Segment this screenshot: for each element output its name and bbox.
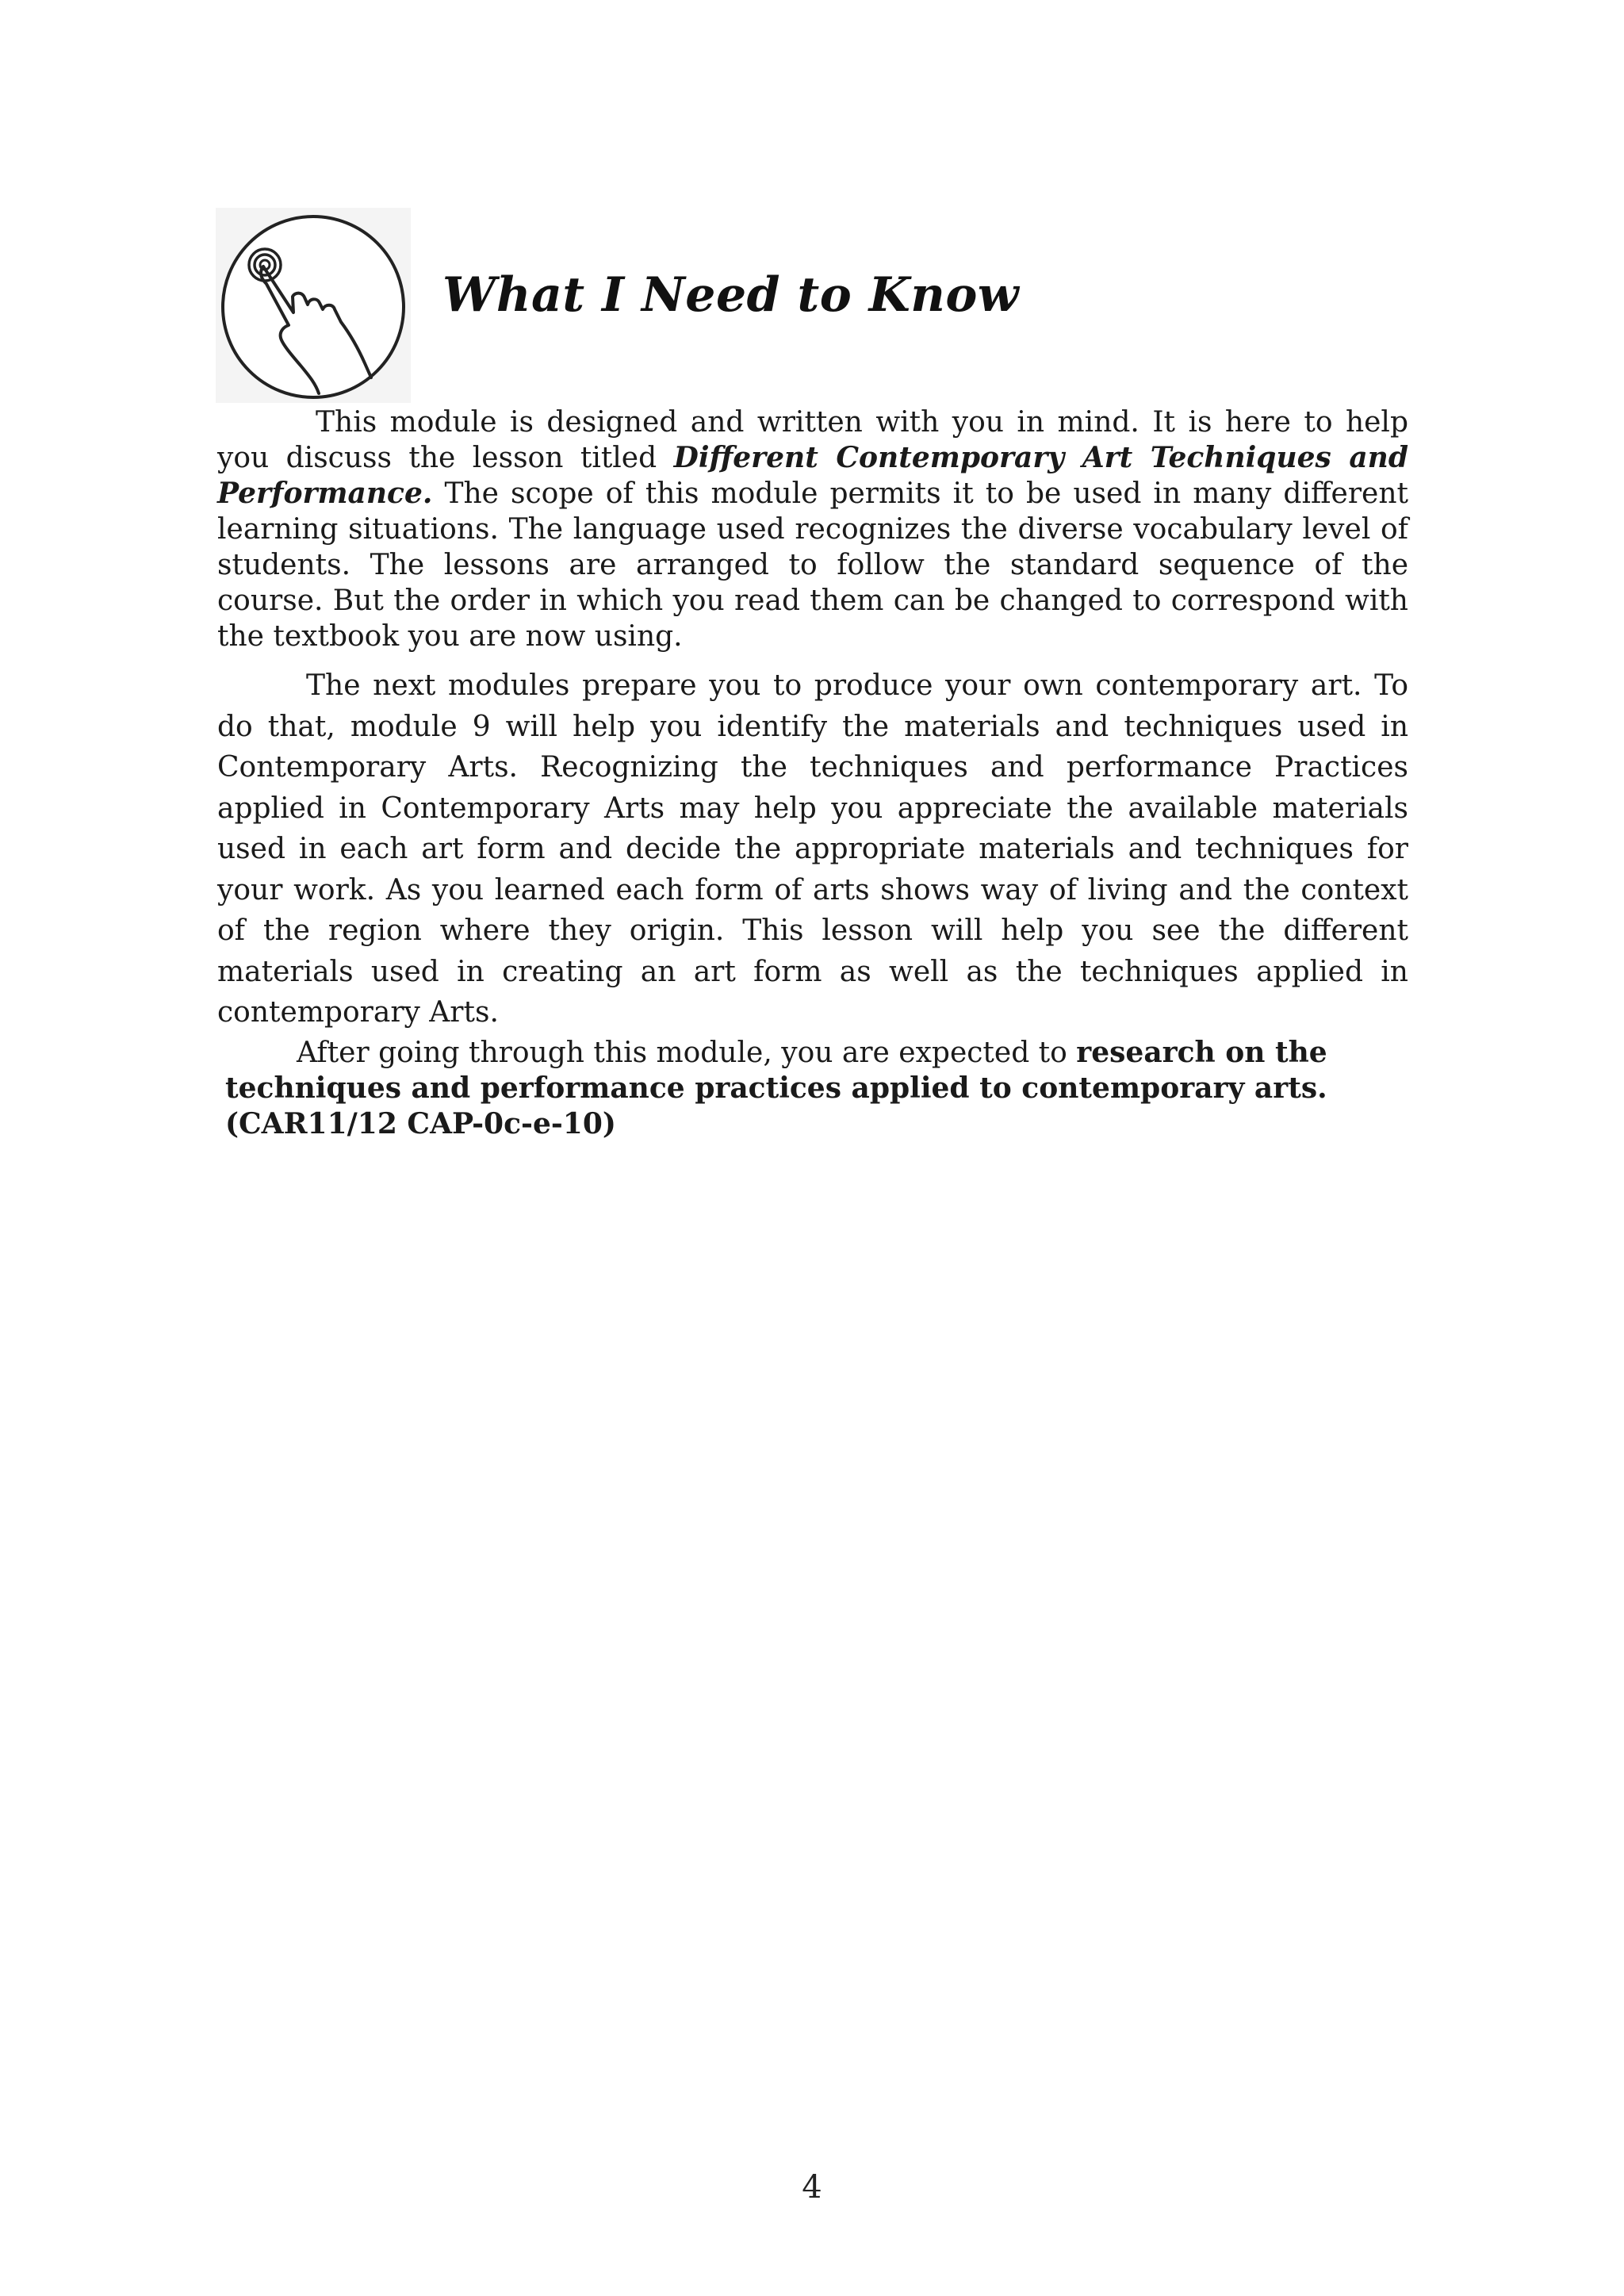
competency-code: (CAR11/12 CAP-0c-e-10) bbox=[225, 1107, 616, 1140]
page-number: 4 bbox=[802, 2169, 822, 2206]
intro-paragraph bbox=[217, 404, 1408, 654]
overview-text: The next modules prepare you to produce your own contemporary art. To do that, module 9 will help you identify the materials and techniques used in Contemporary Arts. Recognizing the techniques and performance Practices applied in Contemporary Arts may help you appreciate the available materials used in each art form and decide the appropriate materials and techniques for your work. As you learned each form of arts shows way of living and the context of the region where they origin. This lesson will help you see the different materials used in creating an art form as well as the techniques applied in contemporary Arts. bbox=[217, 669, 1408, 1029]
intro-text-start: This module is designed and written with you in mind. It is here to help you discuss the lesson titled bbox=[217, 406, 1408, 474]
hand-pointer-icon bbox=[216, 208, 411, 403]
section-title: What I Need to Know bbox=[442, 267, 1020, 323]
lesson-title: Different Contemporary Art Techniques and Performance. bbox=[217, 441, 1409, 510]
objective-text: After going through this module, you are expected to bbox=[297, 1037, 1077, 1069]
objective-bold-middle: techniques and performance practices applied to contemporary arts. bbox=[225, 1071, 1327, 1105]
objective-paragraph bbox=[217, 1035, 1408, 1142]
overview-paragraph bbox=[217, 665, 1408, 1033]
objective-bold-start: research on the bbox=[1076, 1036, 1327, 1069]
intro-text-end: The scope of this module permits it to be used in many different learning situations. The language used recognizes the diverse vocabulary level of students. The lessons are arranged to follow the standard sequence of the course. But the order in which you read them can be changed to correspond with the textbook you are now using. bbox=[217, 477, 1408, 653]
